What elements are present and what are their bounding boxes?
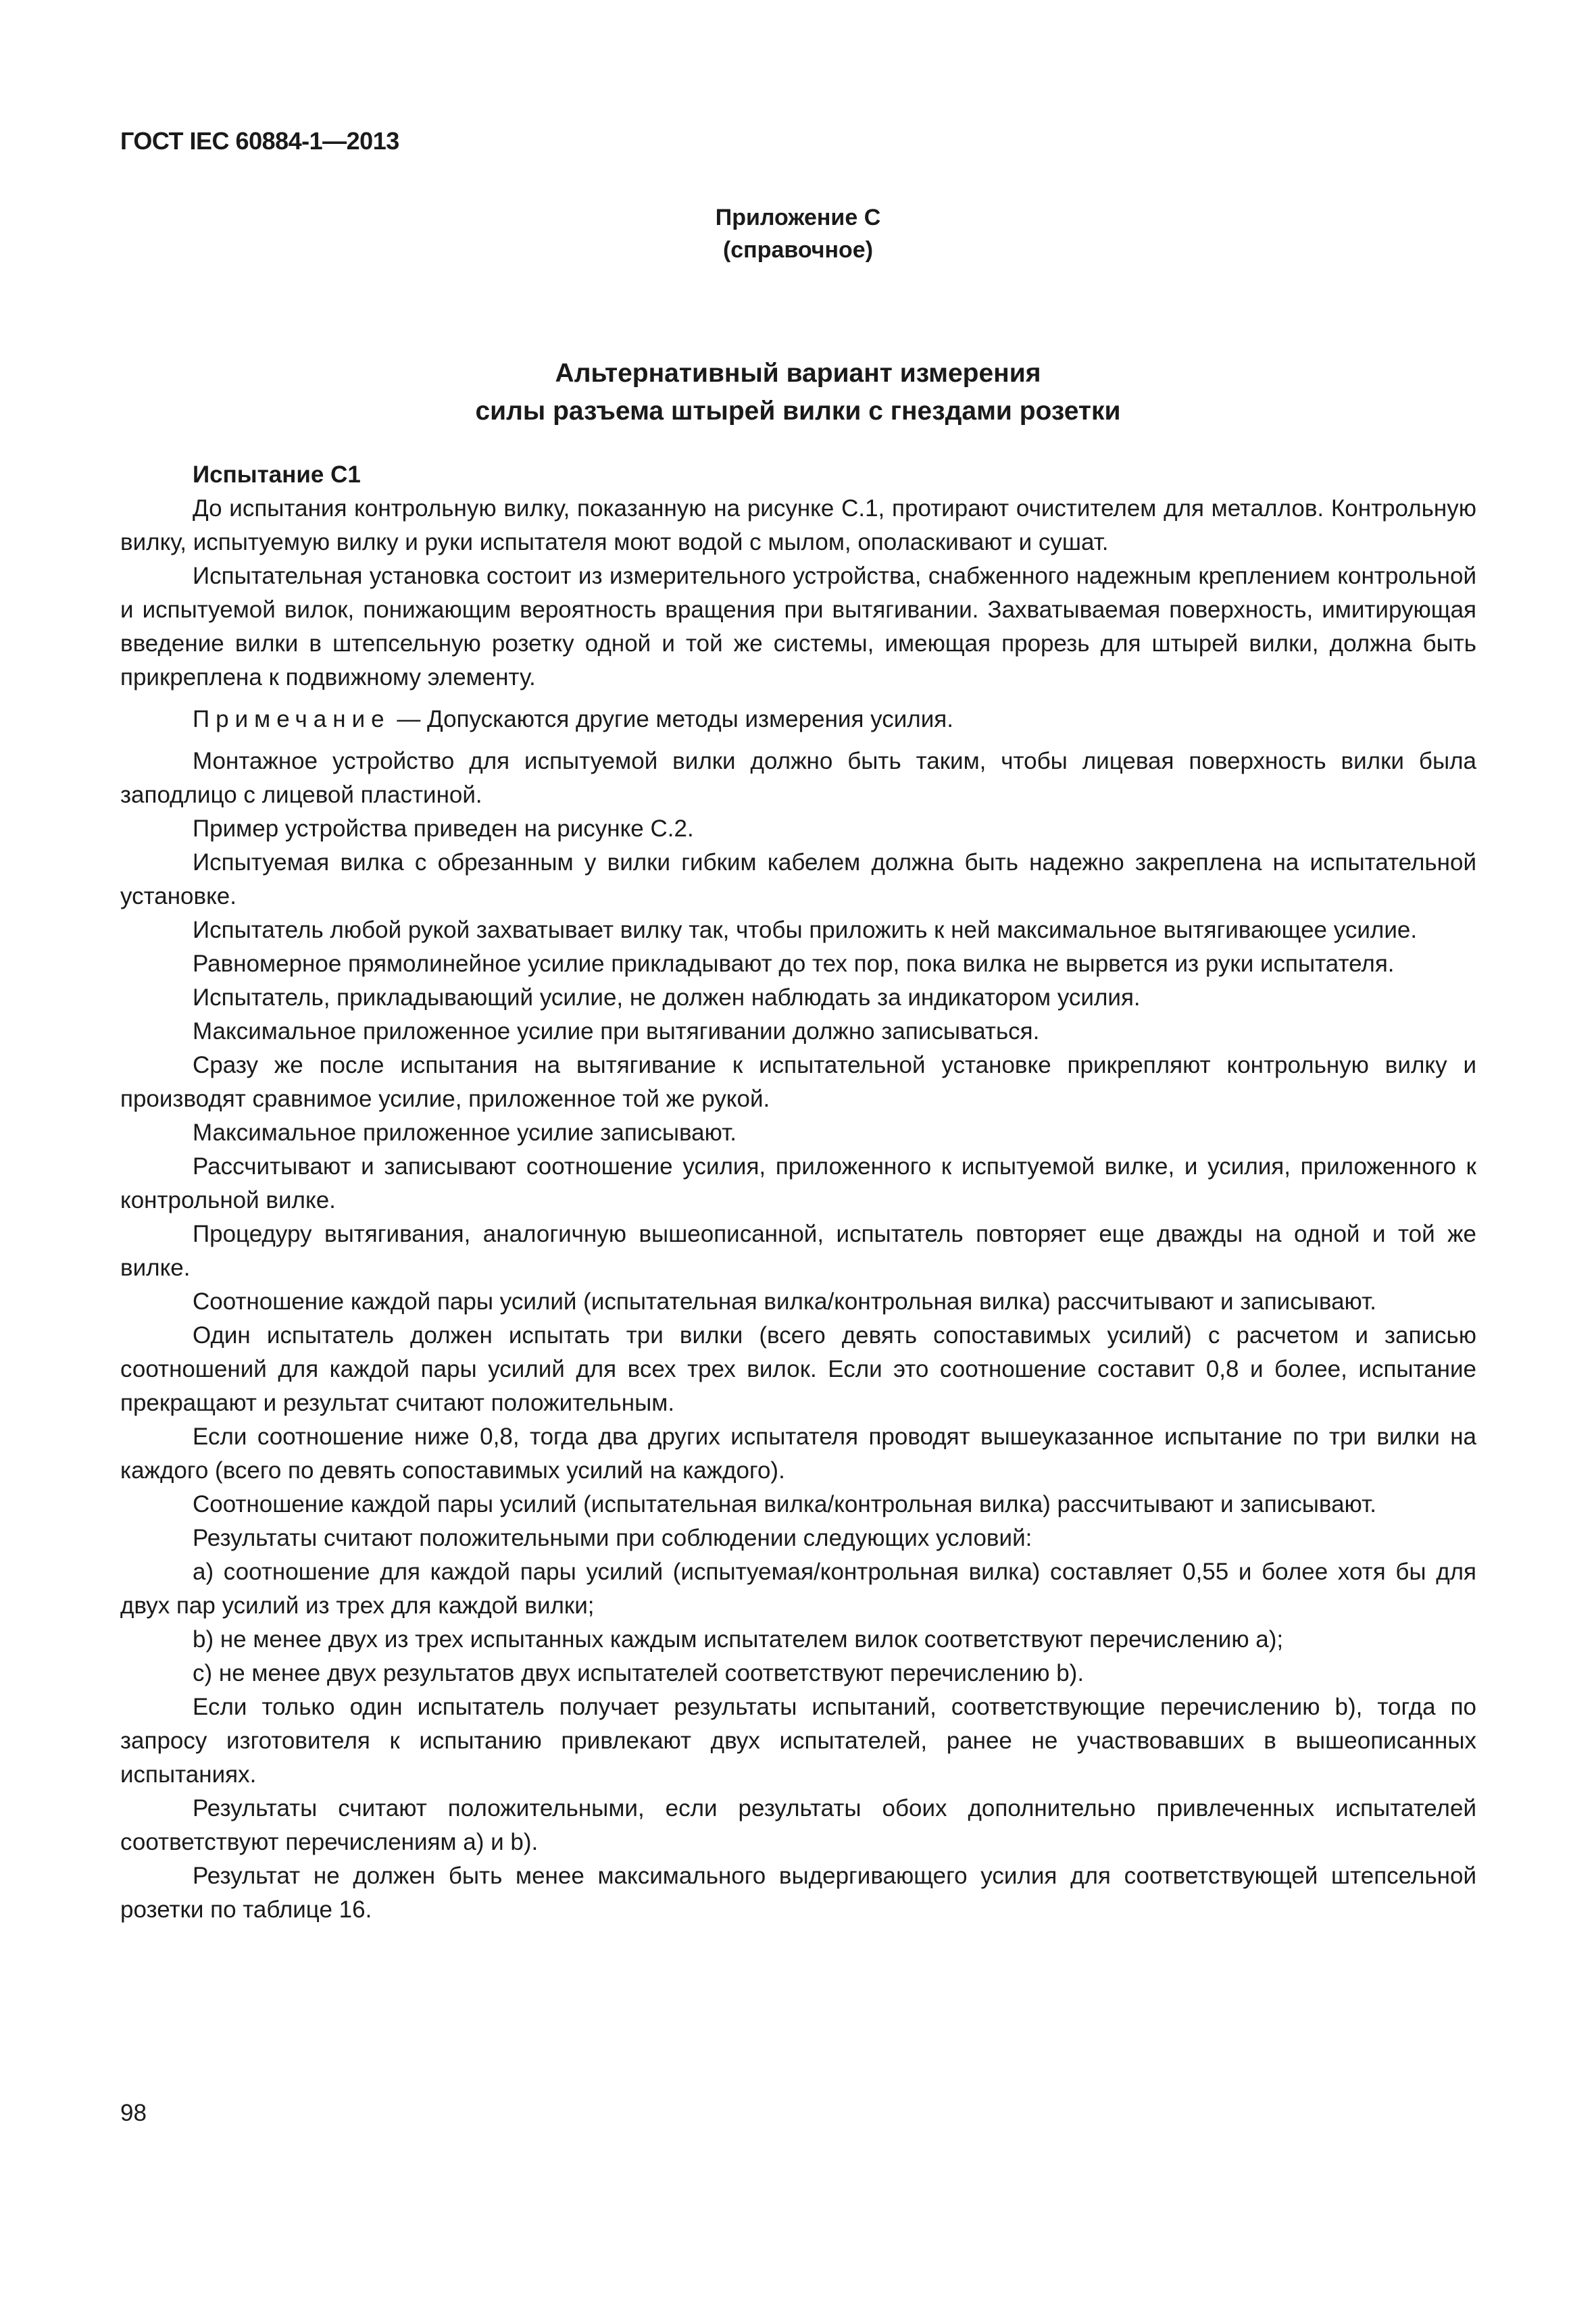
annex-kind: (справочное) bbox=[722, 237, 874, 263]
note bbox=[120, 703, 1476, 736]
document-body bbox=[120, 458, 1476, 1927]
paragraph: Испытательная установка состоит из измерительного устройства, снабженного надежным креплением контрольной и испытуемой вилок, понижающим вероятность вращения при вытягивании. Захватываемая поверхность, имитирующая введение вилки в штепсельную розетку одной и той же системы, имеющая прорезь для штырей вилки, должна быть прикреплена к подвижному элементу. bbox=[120, 563, 1476, 690]
list-item-c: c) не менее двух результатов двух испытателей соответствуют перечислению b). bbox=[193, 1660, 1084, 1686]
list-item-a: a) соотношение для каждой пары усилий (испытуемая/контрольная вилка) составляет 0,55 и более хотя бы для двух пар усилий из трех для каждой вилки; bbox=[120, 1559, 1476, 1619]
paragraph: Равномерное прямолинейное усилие прикладывают до тех пор, пока вилка не вырвется из руки испытателя. bbox=[193, 951, 1395, 977]
paragraph: Один испытатель должен испытать три вилки (всего девять сопоставимых усилий) с расчетом и записью соотношений для каждой пары усилий для всех трех вилок. Если это соотношение составит 0,8 и более, испытание прекращают и результат считают положительным. bbox=[120, 1322, 1476, 1416]
paragraph: Пример устройства приведен на рисунке С.2. bbox=[193, 815, 694, 842]
section-title bbox=[0, 355, 1596, 430]
paragraph: Испытатель любой рукой захватывает вилку так, чтобы приложить к ней максимальное вытягивающее усилие. bbox=[193, 917, 1418, 943]
note-label: Примечание bbox=[193, 706, 391, 732]
note-text: — Допускаются другие методы измерения усилия. bbox=[390, 706, 953, 732]
paragraph: Рассчитывают и записывают соотношение усилия, приложенного к испытуемой вилке, и усилия, приложенного к контрольной вилке. bbox=[120, 1153, 1476, 1213]
paragraph: Испытатель, прикладывающий усилие, не должен наблюдать за индикатором усилия. bbox=[193, 984, 1141, 1011]
paragraph: Результат не должен быть менее максимального выдергивающего усилия для соответствующей штепсельной розетки по таблице 16. bbox=[120, 1863, 1476, 1923]
section-title-line-1: Альтернативный вариант измерения bbox=[555, 359, 1041, 388]
section-title-line-2: силы разъема штырей вилки с гнездами розетки bbox=[475, 397, 1121, 426]
paragraph: Максимальное приложенное усилие записывают. bbox=[193, 1120, 737, 1146]
paragraph: Соотношение каждой пары усилий (испытательная вилка/контрольная вилка) рассчитывают и записывают. bbox=[193, 1491, 1376, 1517]
list-item-b: b) не менее двух из трех испытанных каждым испытателем вилок соответствуют перечислению а); bbox=[193, 1626, 1284, 1653]
paragraph: Максимальное приложенное усилие при вытягивании должно записываться. bbox=[193, 1018, 1040, 1045]
paragraph: Сразу же после испытания на вытягивание к испытательной установке прикрепляют контрольную вилку и производят сравнимое усилие, приложенное той же рукой. bbox=[120, 1052, 1476, 1112]
annex-heading bbox=[0, 201, 1596, 266]
page-number: 98 bbox=[120, 2100, 147, 2126]
paragraph: Монтажное устройство для испытуемой вилки должно быть таким, чтобы лицевая поверхность вилки была заподлицо с лицевой пластиной. bbox=[120, 748, 1476, 808]
paragraph: Результаты считают положительными при соблюдении следующих условий: bbox=[193, 1525, 1032, 1551]
paragraph: До испытания контрольную вилку, показанную на рисунке С.1, протирают очистителем для металлов. Контрольную вилку, испытуемую вилку и руки испытателя моют водой с мылом, ополаскивают и сушат. bbox=[120, 495, 1476, 555]
paragraph: Процедуру вытягивания, аналогичную вышеописанной, испытатель повторяет еще дважды на одной и той же вилке. bbox=[120, 1221, 1476, 1281]
standard-code: ГОСТ IEC 60884-1—2013 bbox=[120, 127, 399, 155]
paragraph: Если только один испытатель получает результаты испытаний, соответствующие перечислению b), тогда по запросу изготовителя к испытанию привлекают двух испытателей, ранее не участвовавших в вышеописанных испытаниях. bbox=[120, 1694, 1476, 1788]
paragraph: Если соотношение ниже 0,8, тогда два других испытателя проводят вышеуказанное испытание по три вилки на каждого (всего по девять сопоставимых усилий на каждого). bbox=[120, 1424, 1476, 1484]
annex-title: Приложение С bbox=[715, 205, 881, 230]
paragraph: Результаты считают положительными, если результаты обоих дополнительно привлеченных испытателей соответствуют перечислениям а) и b). bbox=[120, 1795, 1476, 1855]
test-subheading: Испытание С1 bbox=[193, 461, 361, 488]
paragraph: Испытуемая вилка с обрезанным у вилки гибким кабелем должна быть надежно закреплена на испытательной установке. bbox=[120, 849, 1476, 909]
paragraph: Соотношение каждой пары усилий (испытательная вилка/контрольная вилка) рассчитывают и записывают. bbox=[193, 1288, 1376, 1315]
